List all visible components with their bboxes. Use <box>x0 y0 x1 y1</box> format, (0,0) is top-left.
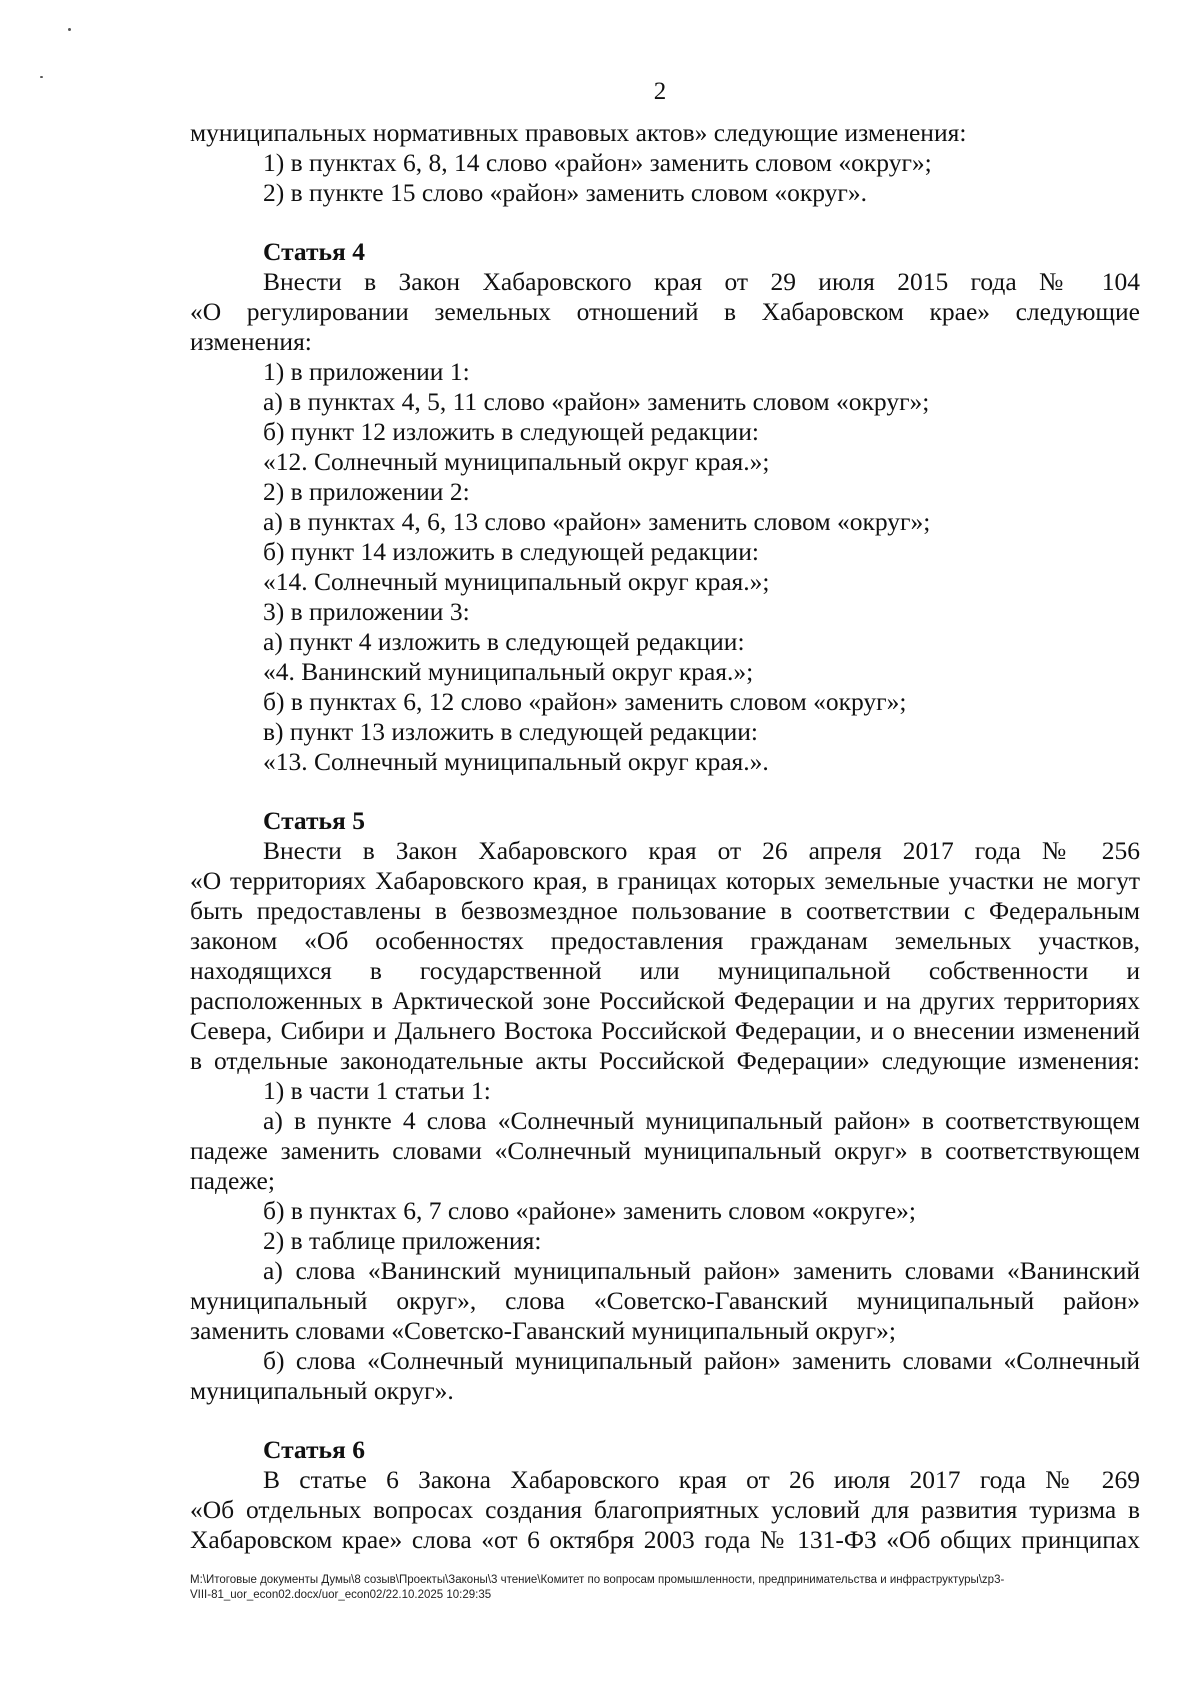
paragraph-line: «О регулировании земельных отношений в Хабаровском крае» следующие <box>190 297 1140 326</box>
list-item: «12. Солнечный муниципальный округ края.»; <box>263 447 770 476</box>
list-item: «4. Ванинский муниципальный округ края.»; <box>263 657 754 686</box>
list-item: 2) в таблице приложения: <box>263 1226 542 1255</box>
list-item: б) пункт 12 изложить в следующей редакции: <box>263 417 759 446</box>
text-line: муниципальных нормативных правовых актов» следующие изменения: <box>190 118 967 147</box>
paragraph-line: расположенных в Арктической зоне Российской Федерации и на других территориях <box>190 986 1140 1015</box>
list-item: а) слова «Ванинский муниципальный район» заменить словами «Ванинский <box>263 1256 1140 1285</box>
list-item: б) пункт 14 изложить в следующей редакции: <box>263 537 759 566</box>
paragraph-line: в отдельные законодательные акты Российской Федерации» следующие изменения: <box>190 1046 1140 1075</box>
list-item: 1) в пунктах 6, 8, 14 слово «район» заменить словом «округ»; <box>263 148 932 177</box>
list-item: а) в пунктах 4, 5, 11 слово «район» заменить словом «округ»; <box>263 387 930 416</box>
list-item: а) в пункте 4 слова «Солнечный муниципальный район» в соответствующем <box>263 1106 1140 1135</box>
scan-speck <box>40 76 43 78</box>
list-item: а) пункт 4 изложить в следующей редакции: <box>263 627 745 656</box>
file-path-footer <box>190 1573 1140 1603</box>
paragraph-line: «Об отдельных вопросах создания благоприятных условий для развития туризма в <box>190 1495 1140 1524</box>
paragraph-line: Внести в Закон Хабаровского края от 29 июля 2015 года № 104 <box>263 267 1140 296</box>
list-item: «13. Солнечный муниципальный округ края.». <box>263 747 769 776</box>
paragraph-line: заменить словами «Советско-Гаванский муниципальный округ»; <box>190 1316 896 1345</box>
list-item: б) в пунктах 6, 12 слово «район» заменить словом «округ»; <box>263 687 907 716</box>
list-item: 2) в пункте 15 слово «район» заменить словом «округ». <box>263 178 867 207</box>
paragraph-line: муниципальный округ», слова «Советско-Гаванский муниципальный район» <box>190 1286 1140 1315</box>
paragraph-line: падеже заменить словами «Солнечный муниципальный округ» в соответствующем <box>190 1136 1140 1165</box>
page-number: 2 <box>653 78 667 105</box>
paragraph-line: Хабаровском крае» слова «от 6 октября 2003 года № 131-ФЗ «Об общих принципах <box>190 1525 1140 1554</box>
paragraph-line: быть предоставлены в безвозмездное пользование в соответствии с Федеральным <box>190 896 1140 925</box>
article-4-heading: Статья 4 <box>263 237 365 266</box>
paragraph-line: изменения: <box>190 327 312 356</box>
list-item: в) пункт 13 изложить в следующей редакции: <box>263 717 758 746</box>
paragraph-line: падеже; <box>190 1166 275 1195</box>
footer-line: M:\Итоговые документы Думы\8 созыв\Проекты\Законы\3 чтение\Комитет по вопросам промышленности, предпринимательства и инфраструктуры\zp3- <box>190 1574 1005 1586</box>
article-6-heading: Статья 6 <box>263 1435 365 1464</box>
list-item: 2) в приложении 2: <box>263 477 470 506</box>
article-5-heading: Статья 5 <box>263 806 365 835</box>
list-item: 3) в приложении 3: <box>263 597 470 626</box>
footer-line: VIII-81_uor_econ02.docx/uor_econ02/22.10.2025 10:29:35 <box>190 1589 492 1601</box>
paragraph-line: законом «Об особенностях предоставления гражданам земельных участков, <box>190 926 1140 955</box>
list-item: б) в пунктах 6, 7 слово «районе» заменить словом «округе»; <box>263 1196 917 1225</box>
list-item: б) слова «Солнечный муниципальный район» заменить словами «Солнечный <box>263 1346 1140 1375</box>
scan-speck <box>68 28 71 31</box>
paragraph-line: муниципальный округ». <box>190 1376 454 1405</box>
paragraph-line: «О территориях Хабаровского края, в границах которых земельные участки не могут <box>190 866 1140 895</box>
paragraph-line: В статье 6 Закона Хабаровского края от 26 июля 2017 года № 269 <box>263 1465 1140 1494</box>
paragraph-line: Севера, Сибири и Дальнего Востока Российской Федерации, и о внесении изменений <box>190 1016 1140 1045</box>
list-item: «14. Солнечный муниципальный округ края.»; <box>263 567 770 596</box>
list-item: 1) в приложении 1: <box>263 357 470 386</box>
document-body <box>190 118 1140 1555</box>
list-item: 1) в части 1 статьи 1: <box>263 1076 491 1105</box>
paragraph-line: находящихся в государственной или муниципальной собственности и <box>190 956 1140 985</box>
list-item: а) в пунктах 4, 6, 13 слово «район» заменить словом «округ»; <box>263 507 931 536</box>
paragraph-line: Внести в Закон Хабаровского края от 26 апреля 2017 года № 256 <box>263 836 1140 865</box>
